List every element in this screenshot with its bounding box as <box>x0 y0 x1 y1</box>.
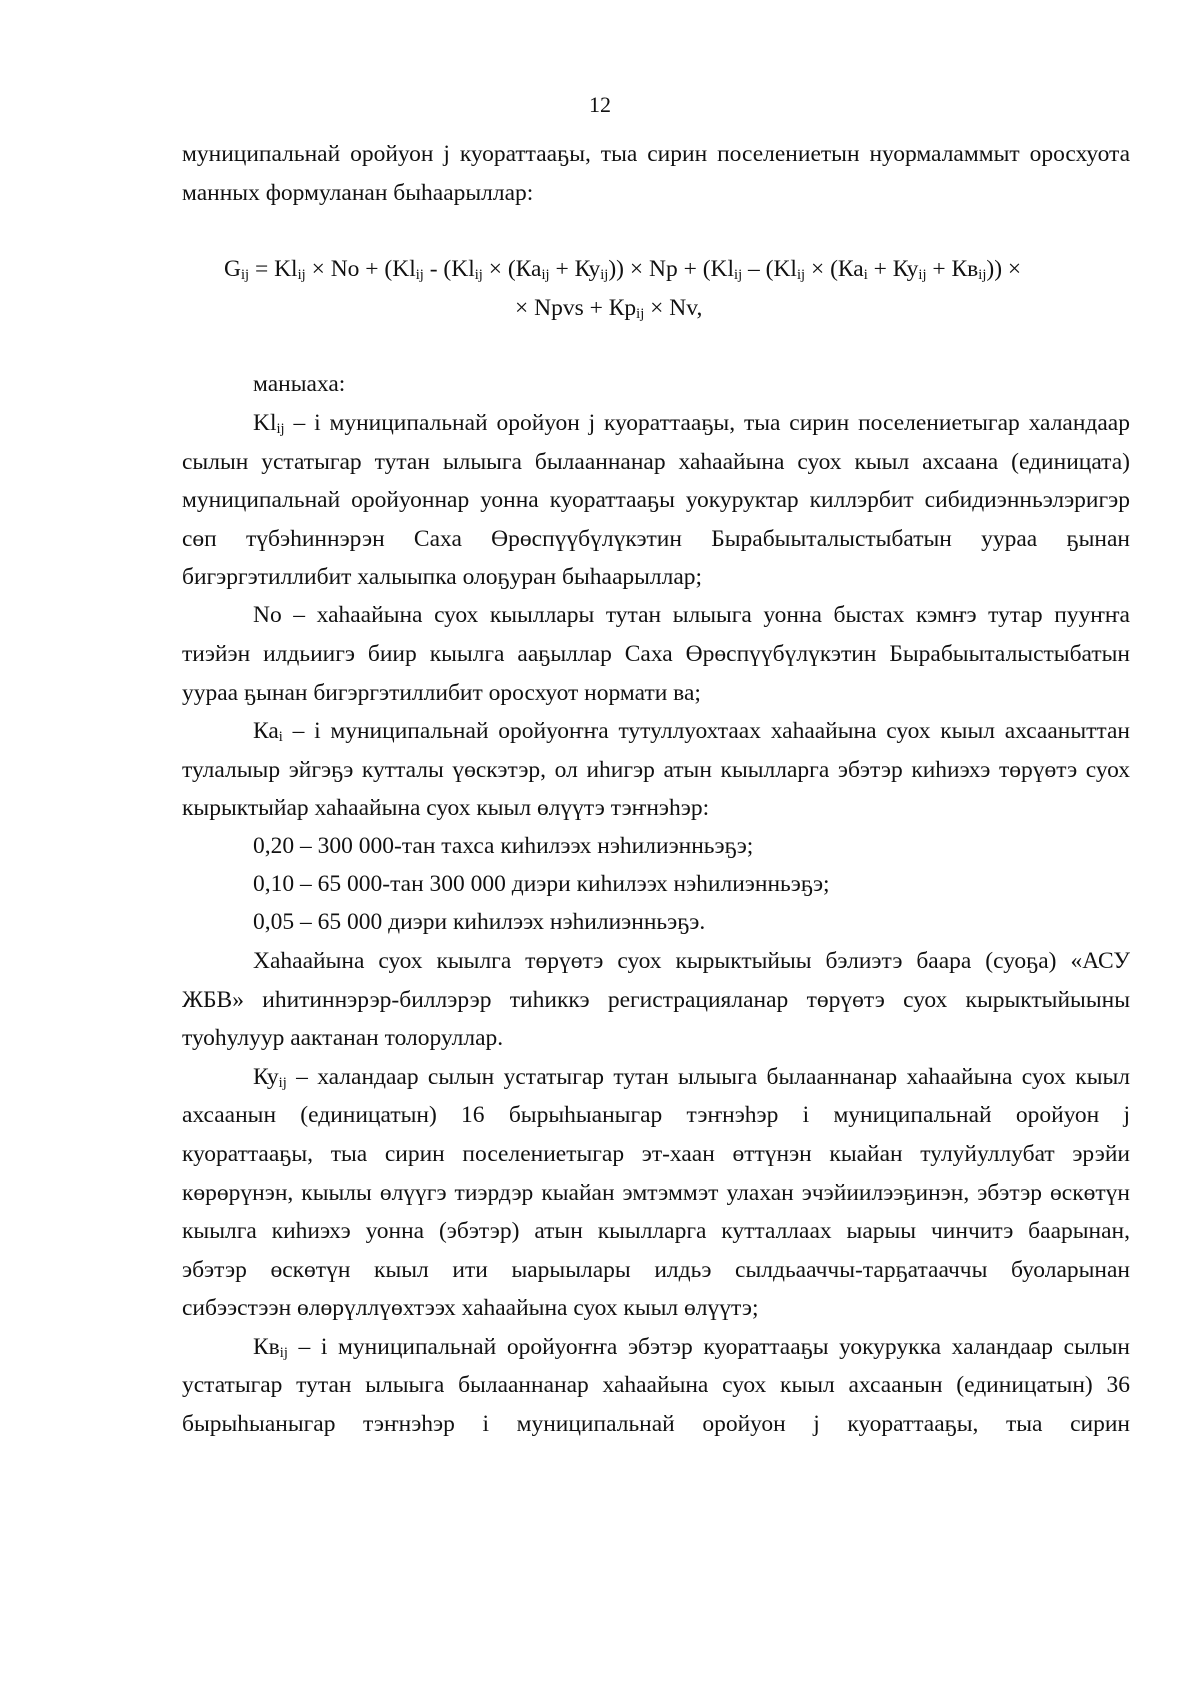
text-run: бырыһыаныгар тэҥнэһэр i муниципальнай оройуон j куораттааҕы, тыа сирин <box>182 1411 1130 1437</box>
text-line <box>182 525 1130 553</box>
text-run: көрөрүнэн, кыылы өлүүгэ тиэрдэр кыайан эмтэммэт улахан эчэйиилээҕинэн, эбэтэр өскөтүн <box>182 1180 1130 1206</box>
text-run: No – хаһаайына суох кыыллары тутан ылыыга уонна быстах кэмҥэ тутар пууҥҥа <box>253 602 1130 628</box>
text-run: × (Ка <box>805 256 864 282</box>
text-run: + Ку <box>867 256 919 282</box>
text-line <box>182 1256 1130 1284</box>
subscript-index: i <box>278 728 283 745</box>
text-run: × (Ка <box>482 256 542 282</box>
text-line <box>182 1101 1130 1129</box>
text-line <box>182 486 1130 514</box>
text-run: куораттааҕы, тыа сирин поселениетыгар эт-хаан өттүнэн кыайан тулуйуллубат эрэйи <box>182 1141 1130 1167</box>
subscript-index: ij <box>240 266 250 283</box>
text-run: эбэтэр өскөтүн кыыл ити ыарыылары илдьэ сылдьааччы-тарҕатааччы буоларынан <box>182 1257 1130 1283</box>
subscript-index: ij <box>279 1344 288 1361</box>
text-run: тулалыыр эйгэҕэ кутталы үөскэтэр, ол иһигэр атын кыылларга эбэтэр киһиэхэ төрүөтэ суох <box>182 757 1130 783</box>
text-line <box>253 947 1130 975</box>
text-run: )) × Np + (Kl <box>608 256 735 282</box>
text-run: сибээстээн өлөрүллүөхтээх хаһаайына суох кыыл өлүүтэ; <box>182 1295 759 1321</box>
text-run: × Nv, <box>644 295 703 321</box>
text-run: 0,20 – 300 000-тан тахса киһилээх нэһилиэнньэҕэ; <box>253 833 754 859</box>
text-run: - (Kl <box>423 256 475 282</box>
intro-line: манных формуланан быһаарыллар: <box>182 180 534 206</box>
text-line <box>253 370 1130 398</box>
text-line <box>253 717 1130 745</box>
text-run: G <box>224 256 241 282</box>
subscript-index: ij <box>474 266 483 283</box>
text-run: 0,05 – 65 000 диэри киһилээх нэһилиэнньэҕэ. <box>253 909 706 935</box>
subscript-index: ij <box>278 1074 287 1091</box>
text-line <box>182 1179 1130 1207</box>
text-line <box>182 1371 1130 1399</box>
text-run: – халандаар сылын устатыгар тутан ылыыга былааннанар хаһаайына суох кыыл <box>286 1064 1130 1090</box>
text-line <box>253 409 1130 437</box>
text-run: + Ку <box>549 256 601 282</box>
subscript-index: ij <box>734 266 743 283</box>
text-run: Хаһаайына суох кыылга төрүөтэ суох кырыктыйыы бэлиэтэ баара (суоҕа) «АСУ <box>253 948 1130 974</box>
text-run: )) × <box>986 256 1022 282</box>
text-run: × No + (Kl <box>305 256 416 282</box>
text-run: кырыктыйар хаһаайына суох кыыл өлүүтэ тэҥнэһэр: <box>182 795 710 821</box>
subscript-index: ij <box>415 266 424 283</box>
text-line <box>253 908 1130 936</box>
text-line <box>182 1140 1130 1168</box>
text-line <box>182 563 1130 591</box>
text-run: ЖБВ» иһитиннэрэр-биллэрэр тиһиккэ регистрацияланар төрүөтэ суох кырыктыйыыны <box>182 987 1130 1013</box>
text-line <box>182 679 1130 707</box>
text-run: уураа ҕынан бигэргэтиллибит оросхуот нормати ва; <box>182 680 701 706</box>
text-line <box>182 1294 1130 1322</box>
text-line <box>182 1024 1130 1052</box>
text-run: = Kl <box>249 256 298 282</box>
text-line <box>182 756 1130 784</box>
text-run: устатыгар тутан ылыыга былааннанар хаһаайына суох кыыл ахсаанын (единицатын) 36 <box>182 1372 1130 1398</box>
text-run: тиэйэн илдьиигэ биир кыылга ааҕыллар Саха Өрөспүүбүлүкэтин Бырабыыталыстыбатын <box>182 641 1130 667</box>
text-line <box>253 832 1130 860</box>
text-run: туоһулуур аактанан толоруллар. <box>182 1025 504 1051</box>
text-run: Ка <box>253 718 279 744</box>
text-run: сөп түбэһиннэрэн Саха Өрөспүүбүлүкэтин Бырабыыталыстыбатын уураа ҕынан <box>182 526 1130 552</box>
text-run: – i муниципальнай оройуоҥҥа тутуллуохтаах хаһаайына суох кыыл ахсааныттан <box>282 718 1130 744</box>
subscript-index: ij <box>796 266 806 283</box>
text-line <box>182 794 1130 822</box>
text-run: Kl <box>253 410 277 436</box>
formula-line <box>515 294 702 322</box>
text-line <box>182 986 1130 1014</box>
text-line <box>182 1217 1130 1245</box>
subscript-index: ij <box>297 266 306 283</box>
text-run: × Npvs + Кр <box>515 295 637 321</box>
text-run: ахсаанын (единицатын) 16 бырыһыаныгар тэҥнэһэр i муниципальнай оройуон j <box>182 1102 1130 1128</box>
text-line <box>253 1063 1130 1091</box>
subscript-index: ij <box>600 266 609 283</box>
text-run: Ку <box>253 1064 279 1090</box>
text-run: Кв <box>253 1334 280 1360</box>
subscript-index: ij <box>918 266 927 283</box>
text-run: кыылга киһиэхэ уонна (эбэтэр) атын кыылларга кутталлаах ыарыы чинчитэ баарынан, <box>182 1218 1130 1244</box>
subscript-index: i <box>863 266 868 283</box>
formula-line <box>224 255 1021 283</box>
text-line <box>253 601 1130 629</box>
text-run: – (Kl <box>742 256 797 282</box>
subscript-index: ij <box>541 266 550 283</box>
text-run: – i муниципальнай оройуоҥҥа эбэтэр куораттааҕы уокурукка халандаар сылын <box>287 1334 1130 1360</box>
page-number: 12 <box>589 92 611 117</box>
text-run: бигэргэтиллибит халыыпка олоҕуран быһаарыллар; <box>182 564 703 590</box>
subscript-index: ij <box>276 420 285 437</box>
intro-line: муниципальнай оройуон j куораттааҕы, тыа сирин поселениетын нуормаламмыт оросхуота <box>182 141 1130 167</box>
text-run: – i муниципальнай оройуон j куораттааҕы, тыа сирин поселениетыгар халандаар <box>284 410 1130 436</box>
text-line <box>182 448 1130 476</box>
subscript-index: ij <box>636 305 645 322</box>
text-run: 0,10 – 65 000-тан 300 000 диэри киһилээх нэһилиэнньэҕэ; <box>253 871 830 897</box>
text-line <box>182 640 1130 668</box>
text-line <box>182 1410 1130 1438</box>
text-line <box>253 1333 1130 1361</box>
text-line <box>253 870 1130 898</box>
subscript-index: ij <box>978 266 987 283</box>
text-run: муниципальнай оройуоннар уонна куораттааҕы уокуруктар киллэрбит сибидиэнньэлэригэр <box>182 487 1130 513</box>
text-run: сылын устатыгар тутан ылыыга былааннанар хаһаайына суох кыыл ахсаана (единицата) <box>182 449 1130 475</box>
text-run: маныаха: <box>253 371 346 397</box>
text-run: + Кв <box>926 256 979 282</box>
